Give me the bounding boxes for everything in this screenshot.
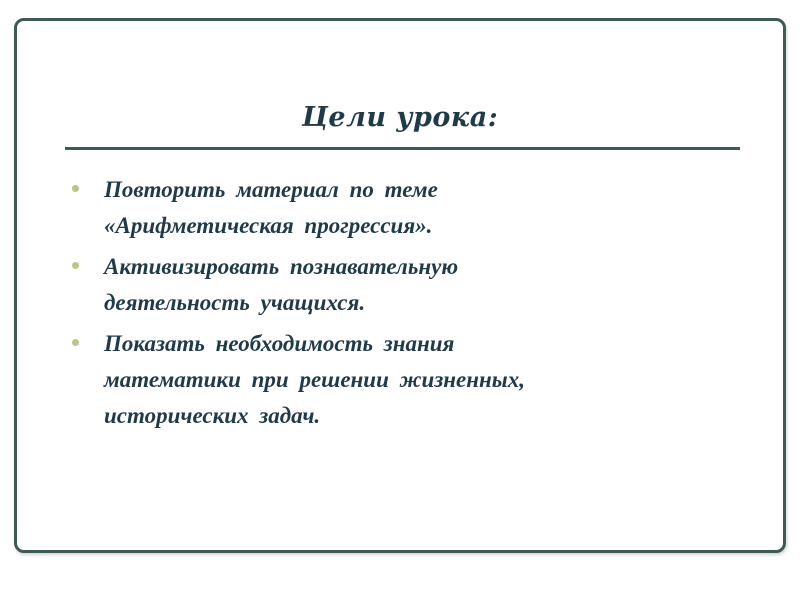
list-item: [72, 249, 712, 321]
list-item-line: Активизировать познавательную: [104, 254, 459, 279]
list-item-line: математики при решении жизненных,: [104, 367, 526, 392]
list-item-line: деятельность учащихся.: [104, 290, 366, 315]
bullet-icon: [72, 339, 79, 346]
list-item: [72, 326, 712, 434]
bullet-icon: [72, 185, 79, 192]
title-underline: [65, 147, 740, 150]
slide-title: Цели урока:: [301, 102, 499, 133]
goals-list: [72, 172, 712, 439]
list-item: [72, 172, 712, 244]
list-item-line: Показать необходимость знания: [104, 331, 455, 356]
list-item-line: «Арифметическая прогрессия».: [104, 213, 433, 238]
list-item-line: исторических задач.: [104, 403, 321, 428]
bullet-icon: [72, 262, 79, 269]
list-item-line: Повторить материал по теме: [104, 177, 438, 202]
